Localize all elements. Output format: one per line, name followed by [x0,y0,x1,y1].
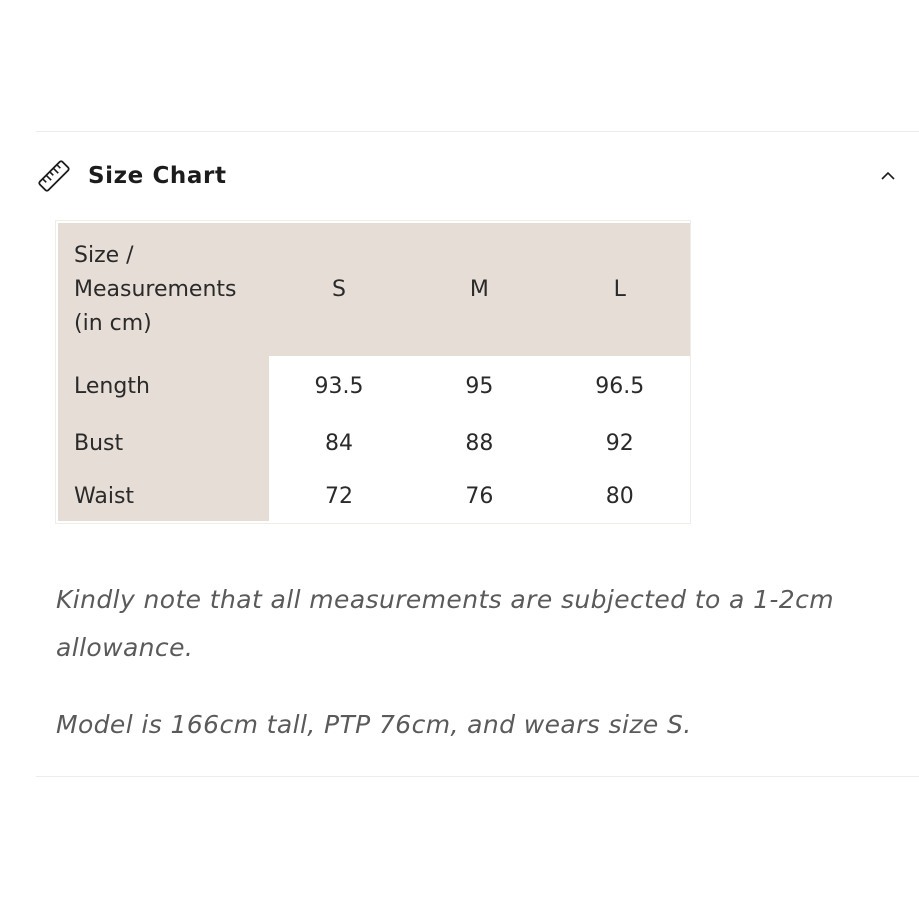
row-label: Length [58,356,269,416]
row-label: Waist [58,471,269,521]
table-row [58,471,690,521]
header-label-line: Measurements [74,276,237,302]
table-row [58,356,690,416]
header-label-line: Size / [74,242,134,268]
ruler-icon [36,158,72,194]
table-cell: 88 [465,431,494,456]
header-label-cell [58,223,269,356]
top-divider [36,131,919,132]
table-cell: 80 [605,483,634,509]
size-chart-accordion-header[interactable] [36,150,898,202]
table-cell: 93.5 [314,373,364,399]
table-cell: 84 [325,431,354,456]
table-header-row [58,223,690,356]
table-cell: 95 [465,373,494,399]
chevron-up-icon[interactable] [878,166,898,186]
model-note: Model is 166cm tall, PTP 76cm, and wears size S. [56,710,692,739]
bottom-divider [36,776,919,777]
accordion-title: Size Chart [88,163,227,189]
table-cell: 92 [605,431,634,456]
size-header-s: S [269,223,409,356]
row-label: Bust [58,416,269,471]
size-chart-table [58,223,690,521]
size-header-m: M [409,223,549,356]
table-cell: 96.5 [595,373,645,399]
allowance-note: Kindly note that all measurements are subjected to a 1-2cm allowance. [56,585,834,662]
table-row [58,416,690,471]
table-cell: 72 [325,483,354,509]
table-cell: 76 [465,483,494,509]
size-header-l: L [550,223,690,356]
header-label-line: (in cm) [74,310,152,336]
size-chart-table-container [55,220,691,524]
